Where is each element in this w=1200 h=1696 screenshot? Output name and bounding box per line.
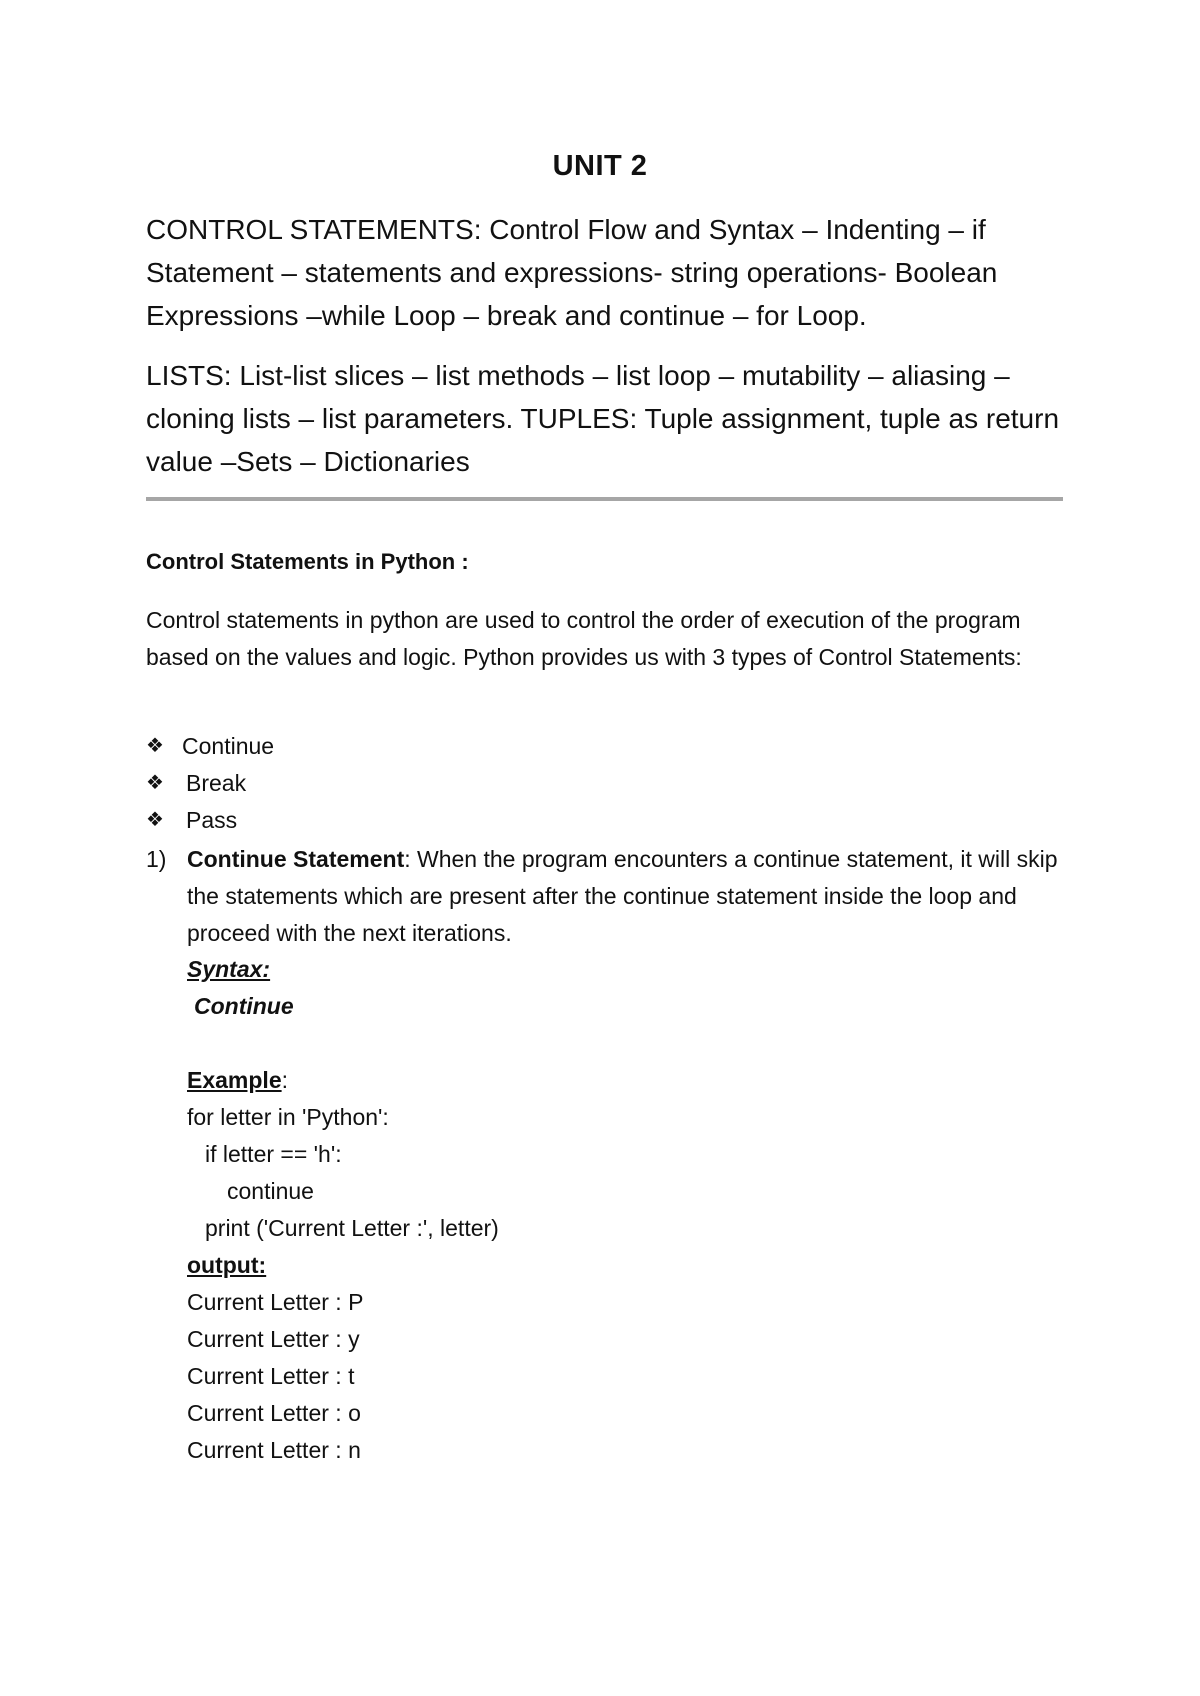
diamond-bullet-icon: ❖ [146, 809, 164, 831]
diamond-bullet-icon: ❖ [146, 735, 164, 757]
output-line: Current Letter : y [187, 1326, 360, 1352]
output-line: Current Letter : n [187, 1437, 361, 1463]
output-line: Current Letter : t [187, 1363, 355, 1389]
syllabus-control-statements: CONTROL STATEMENTS: Control Flow and Syntax – Indenting – if Statement – statements and expressions- string operations- Boolean Expressions –while Loop – break and continue – for Loop. [146, 214, 998, 331]
bullet-list [146, 728, 274, 839]
output-line: Current Letter : o [187, 1400, 361, 1426]
output-line: Current Letter : P [187, 1289, 364, 1315]
syntax-label: Syntax: [187, 956, 271, 982]
code-line: continue [227, 1178, 314, 1204]
list-item [146, 728, 274, 765]
output-label: output: [187, 1252, 267, 1278]
code-line: if letter == 'h': [205, 1141, 342, 1167]
code-line: print ('Current Letter :', letter) [205, 1215, 499, 1241]
diamond-bullet-icon: ❖ [146, 772, 164, 794]
syllabus-lists: LISTS: List-list slices – list methods – list loop – mutability – aliasing – cloning lists – list parameters. TUPLES: Tuple assignment, tuple as return value –Sets – Dictionaries [146, 360, 1060, 477]
code-line: for letter in 'Python': [187, 1104, 389, 1130]
numbered-item-continue [146, 841, 1066, 952]
list-item [146, 802, 274, 839]
example-colon: : [281, 1067, 288, 1093]
continue-statement-description: : When the program encounters a continue statement, it will skip the statements which are present after the continue statement inside the loop and proceed with the next iterations. [187, 846, 1058, 946]
bullet-label: Continue [182, 733, 275, 759]
section-heading: Control Statements in Python : [146, 549, 469, 574]
list-item [146, 765, 274, 802]
syntax-block [187, 951, 1067, 1025]
horizontal-divider [146, 497, 1063, 501]
continue-statement-label: Continue Statement [187, 846, 405, 872]
syntax-value: Continue [194, 993, 294, 1019]
example-block [187, 1062, 1067, 1469]
item-number: 1) [146, 846, 167, 872]
bullet-label: Pass [186, 807, 238, 833]
bullet-label: Break [186, 770, 247, 796]
intro-paragraph: Control statements in python are used to control the order of execution of the program based on the values and logic. Python provides us with 3 types of Control Statements: [146, 607, 1022, 670]
example-label: Example [187, 1067, 282, 1093]
page-title: UNIT 2 [552, 150, 648, 182]
